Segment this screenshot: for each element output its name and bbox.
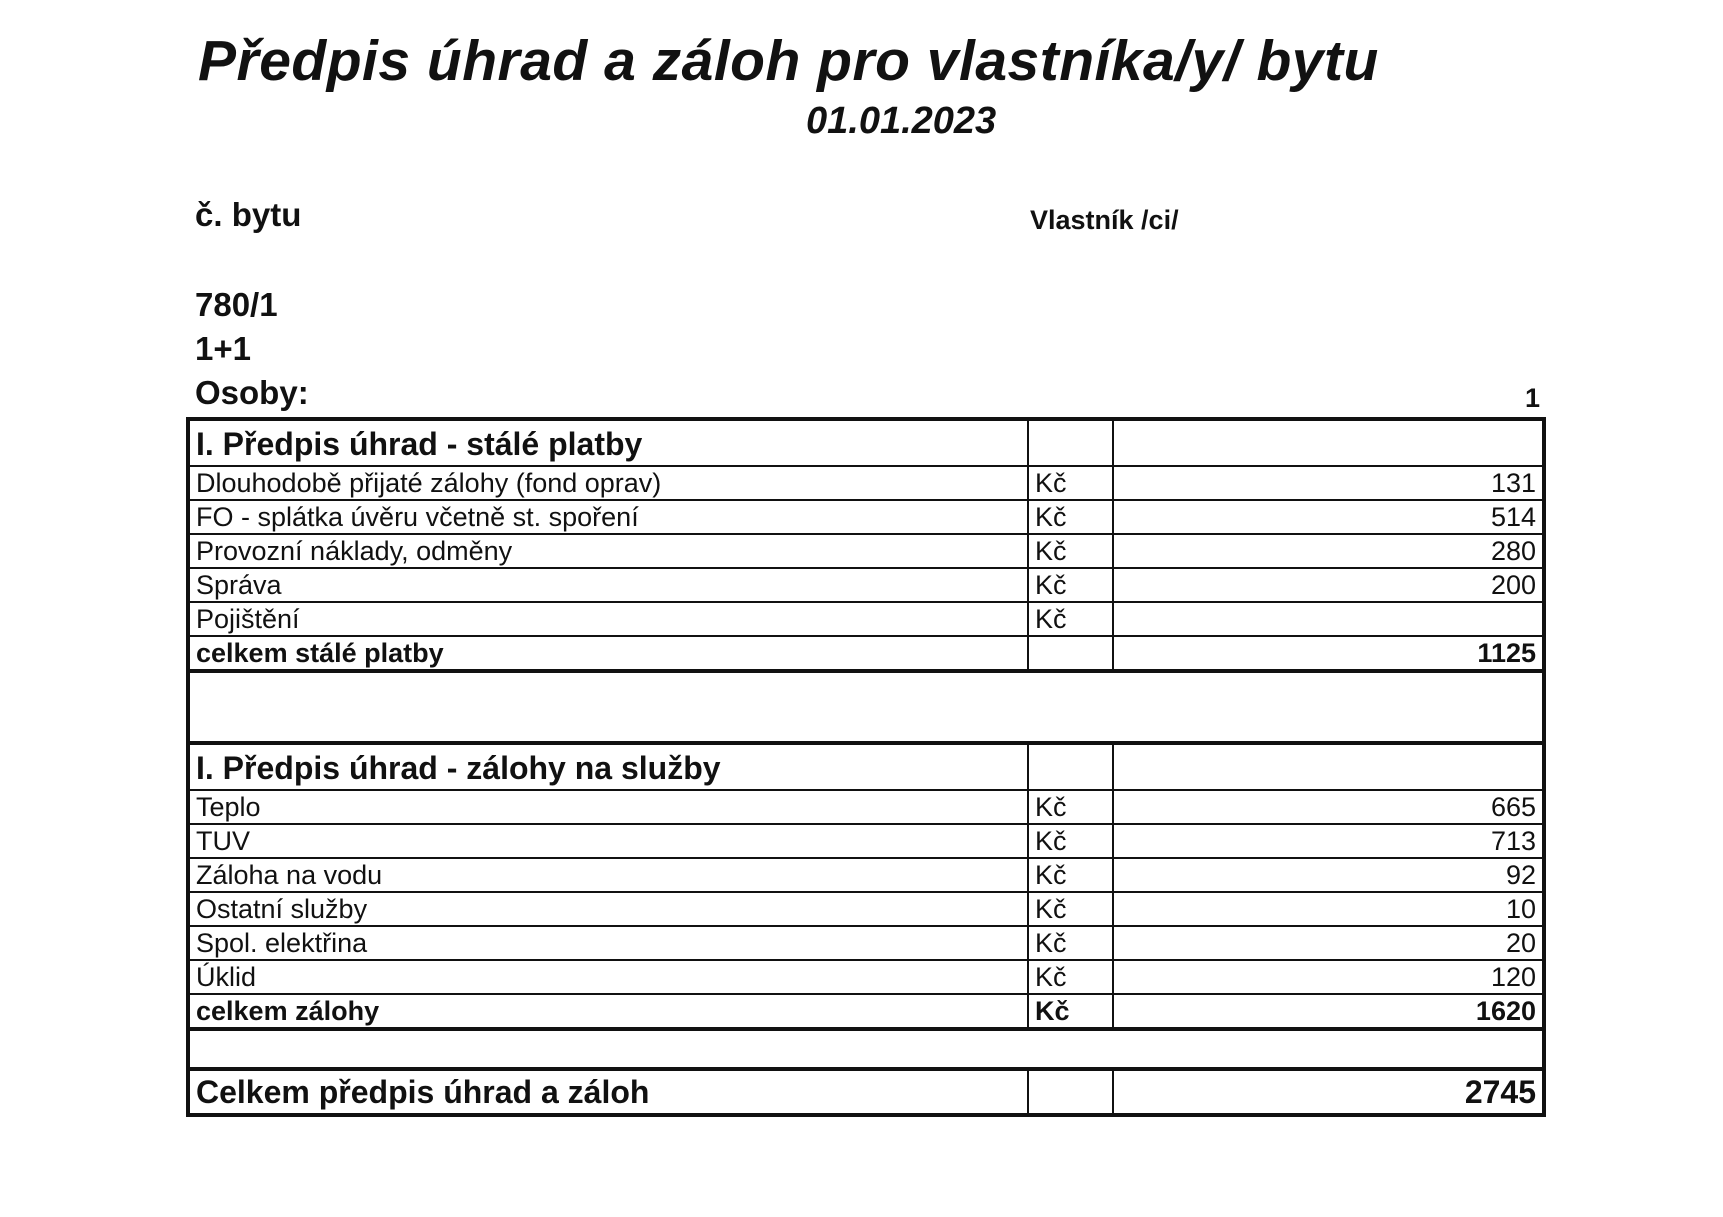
fixed-subtotal-value: 1125 [1113,636,1544,671]
item-value: 514 [1113,500,1544,534]
item-value: 10 [1113,892,1544,926]
empty-cell [1113,419,1544,466]
spacer-row [188,671,1544,743]
item-value: 92 [1113,858,1544,892]
services-subtotal-value: 1620 [1113,994,1544,1029]
item-label: Ostatní služby [188,892,1028,926]
item-unit: Kč [1028,500,1113,534]
table-row [188,534,1544,568]
fixed-section-heading: I. Předpis úhrad - stálé platby [188,419,1028,466]
item-value: 280 [1113,534,1544,568]
services-section-heading: I. Předpis úhrad - zálohy na služby [188,743,1028,790]
item-unit: Kč [1028,824,1113,858]
table-row [188,824,1544,858]
grand-total-value: 2745 [1113,1069,1544,1115]
item-unit: Kč [1028,602,1113,636]
table-row [188,926,1544,960]
item-label: Provozní náklady, odměny [188,534,1028,568]
item-label: FO - splátka úvěru včetně st. spoření [188,500,1028,534]
services-section-heading-row [188,743,1544,790]
item-value: 665 [1113,790,1544,824]
item-unit: Kč [1028,568,1113,602]
item-label: TUV [188,824,1028,858]
table-row [188,466,1544,500]
item-value: 200 [1113,568,1544,602]
empty-cell [1028,1069,1113,1115]
empty-cell [1028,743,1113,790]
item-label: Pojištění [188,602,1028,636]
item-value: 120 [1113,960,1544,994]
table-row [188,960,1544,994]
document-title: Předpis úhrad a záloh pro vlastníka/y/ bytu [198,29,1379,93]
item-unit: Kč [1028,466,1113,500]
unit-type: 1+1 [195,330,251,367]
table-row [188,602,1544,636]
payment-table [186,417,1546,1117]
services-subtotal-unit: Kč [1028,994,1113,1029]
item-label: Úklid [188,960,1028,994]
document-date: 01.01.2023 [806,100,997,142]
fixed-section-heading-row [188,419,1544,466]
item-value: 20 [1113,926,1544,960]
item-label: Správa [188,568,1028,602]
table-row [188,568,1544,602]
grand-total-label: Celkem předpis úhrad a záloh [188,1069,1028,1115]
item-value: 131 [1113,466,1544,500]
empty-cell [1028,419,1113,466]
item-label: Spol. elektřina [188,926,1028,960]
persons-label: Osoby: [195,374,309,411]
item-label: Záloha na vodu [188,858,1028,892]
services-subtotal-row [188,994,1544,1029]
services-subtotal-label: celkem zálohy [188,994,1028,1029]
item-label: Teplo [188,790,1028,824]
item-unit: Kč [1028,960,1113,994]
table-row [188,500,1544,534]
item-unit: Kč [1028,892,1113,926]
fixed-subtotal-label: celkem stálé platby [188,636,1028,671]
spacer-row [188,1029,1544,1069]
item-value [1113,602,1544,636]
fixed-subtotal-row [188,636,1544,671]
table-row [188,790,1544,824]
fixed-subtotal-unit [1028,636,1113,671]
unit-label: č. bytu [195,196,302,233]
item-value: 713 [1113,824,1544,858]
empty-cell [1113,743,1544,790]
item-unit: Kč [1028,534,1113,568]
table-row [188,858,1544,892]
table-row [188,892,1544,926]
grand-total-row [188,1069,1544,1115]
empty-cell [188,671,1544,743]
item-unit: Kč [1028,790,1113,824]
persons-value: 1 [1524,383,1540,413]
owner-label: Vlastník /ci/ [1030,205,1179,235]
item-unit: Kč [1028,858,1113,892]
unit-number: 780/1 [195,286,278,323]
item-label: Dlouhodobě přijaté zálohy (fond oprav) [188,466,1028,500]
item-unit: Kč [1028,926,1113,960]
empty-cell [188,1029,1544,1069]
